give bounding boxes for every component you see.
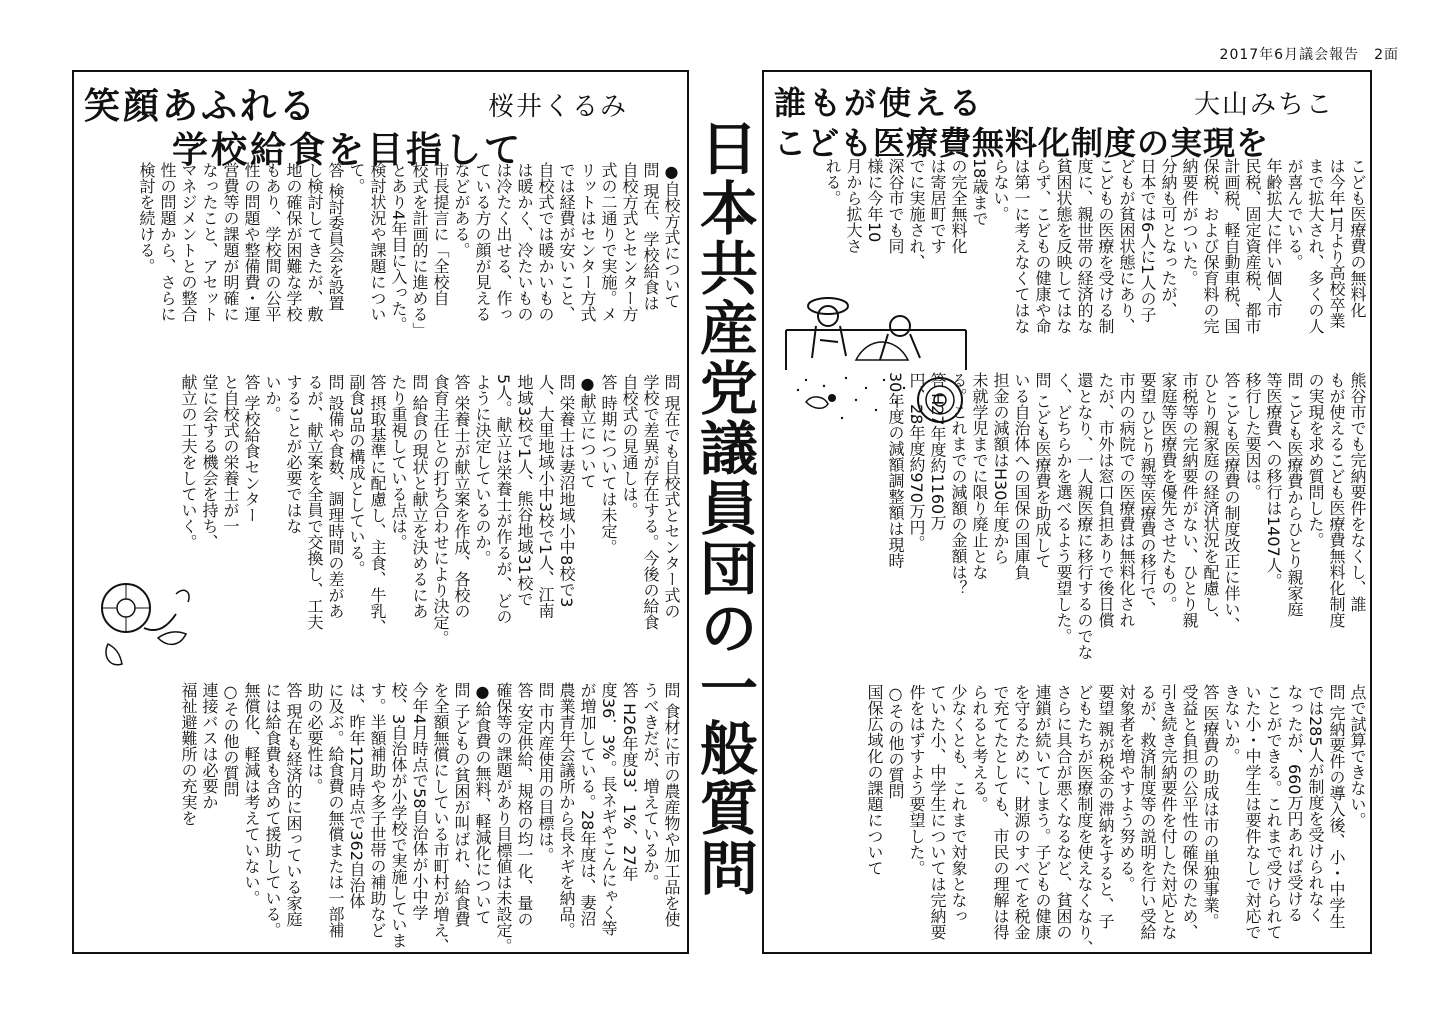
text-line: することが必要ではな xyxy=(284,374,303,534)
text-line: 問 こども医療費からひとり親家庭 xyxy=(1285,372,1304,618)
text-line: マネジメントとの整合 xyxy=(179,162,198,322)
text-line: 地域3校で1人、熊谷地域31校で xyxy=(515,374,534,607)
text-line: 件をはずすよう要望した。 xyxy=(907,684,926,876)
text-line: て。 xyxy=(347,162,366,194)
text-line: ように決定しているのか。 xyxy=(473,374,492,566)
text-line: 献立の工夫をしていく。 xyxy=(179,374,198,550)
right-bottom-text-block xyxy=(772,684,1368,956)
text-line: 納要件がついた。 xyxy=(1180,158,1199,286)
text-line: 今年4月時点で58自治体が小中学 xyxy=(410,682,429,921)
text-line: 地の確保が困難な学校 xyxy=(284,162,303,322)
text-line: 営費等の課題が明確に xyxy=(221,162,240,322)
text-line: とあり4年目に入った。 xyxy=(389,162,408,333)
text-line: 問 市内産使用の目標は。 xyxy=(536,682,555,864)
text-line: 深谷市でも同 xyxy=(886,158,905,254)
text-line: 問 完納要件の導入後、小・中学生 xyxy=(1327,684,1346,930)
text-line: らない。 xyxy=(991,158,1010,222)
text-line: 要望 ひとり親等医療費の移行で、 xyxy=(1138,372,1157,618)
text-line: の完全無料化 xyxy=(949,158,968,254)
text-line: 移行した要因は。 xyxy=(1243,372,1262,500)
text-line: 性の問題から、さらに xyxy=(158,162,177,322)
text-line: いる自治体への国保の国庫負 xyxy=(1012,372,1031,580)
text-line: 自校方式とセンター方 xyxy=(620,162,639,322)
text-line: 答 医療費の助成は市の単独事業。 xyxy=(1201,684,1220,930)
text-line: 家庭等医療費を優先させたもの。 xyxy=(1159,372,1178,612)
text-line: 保税、および保育料の完 xyxy=(1201,158,1220,334)
text-line: は今年1月より高校卒業 xyxy=(1327,158,1346,329)
text-line: たり重視している点は。 xyxy=(389,374,408,550)
text-line: でに実施され、 xyxy=(907,158,926,270)
text-line: 福祉避難所の充実を xyxy=(179,682,198,826)
text-line: 民税、固定資産税、都市 xyxy=(1243,158,1262,334)
text-line: 貧困状態を反映してはな xyxy=(1054,158,1073,334)
text-line: 答 現在も経済的に困っている家庭 xyxy=(284,682,303,928)
text-line: ことができる。これまで受けられて xyxy=(1264,684,1283,940)
text-line: もあり、学校間の公平 xyxy=(263,162,282,322)
text-line: 分納も可となったが、 xyxy=(1159,158,1178,318)
text-line: 答 時期については未定。 xyxy=(599,374,618,556)
text-line: きないか。 xyxy=(1222,684,1241,764)
text-line: 対象者を増やすよう努める。 xyxy=(1117,684,1136,892)
text-line: 問 給食の現状と献立を決めるにあ xyxy=(410,374,429,620)
text-line: 助の必要性は。 xyxy=(305,682,324,794)
text-line: は冷たく出せる、作っ xyxy=(494,162,513,322)
text-line: く、どちらかを選べるよう要望した。 xyxy=(1054,372,1073,644)
text-line: 農業青年会議所から長ネギを納品。 xyxy=(557,682,576,938)
text-line: 等医療費への移行は1407人。 xyxy=(1264,372,1283,589)
text-line: 問 現在でも自校式とセンター式の xyxy=(662,374,681,620)
text-line: 無償化、軽減は考えていない。 xyxy=(242,682,261,906)
text-line: 年齢拡大に伴い個人市 xyxy=(1264,158,1283,318)
text-line: 学校で差異が存在する。今後の給食 xyxy=(641,374,660,630)
text-line: 問 食材に市の農産物や加工品を使 xyxy=(662,682,681,928)
text-line: 検討状況や課題につい xyxy=(368,162,387,322)
text-line: らず、こどもの健康や命 xyxy=(1033,158,1052,334)
text-line: を守るために、財源のすべてを税金 xyxy=(1012,684,1031,940)
text-line: 未就学児までに限り廃止とな xyxy=(970,372,989,580)
text-line: 引き続き完納要件を付した対応とな xyxy=(1159,684,1178,940)
text-line: 式の二通りで実施。メ xyxy=(599,162,618,322)
text-line: 連接バスは必要か xyxy=(200,682,219,810)
text-line: 堂に会する機会を持ち、 xyxy=(200,374,219,550)
text-line: どもが貧困状態にあり、 xyxy=(1117,158,1136,334)
left-top-text-block xyxy=(82,162,682,368)
right-headline-line1: 誰もが使える xyxy=(774,84,985,122)
text-line: なったこと、アセット xyxy=(200,162,219,322)
text-line: 円、28年度約970万円。 xyxy=(907,372,926,551)
right-article xyxy=(762,70,1372,954)
left-headline-line1: 笑顔あふれる xyxy=(84,86,319,127)
text-line: まで拡大され、多くの人 xyxy=(1306,158,1325,334)
text-line: リットはセンター方式 xyxy=(578,162,597,322)
text-line: 少なくとも、これまで対象となっ xyxy=(949,684,968,924)
text-line: ●自校方式について xyxy=(662,162,681,309)
text-line: 答 安定供給、規格の均一化、量の xyxy=(515,682,534,928)
text-line: 答 摂取基準に配慮し、主食、牛乳、 xyxy=(368,374,387,636)
text-line: 市内の病院での医療費は無料化され xyxy=(1117,372,1136,628)
text-line: 5人。献立は栄養士が作るが、どの xyxy=(494,374,513,625)
text-line: は、昨年12月時点で362自治体 xyxy=(347,682,366,909)
text-line: ○その他の質問 xyxy=(886,684,905,799)
text-line: 問 こども医療費を助成して xyxy=(1033,372,1052,570)
text-line: れる。 xyxy=(823,158,842,206)
text-line: 自校式の見通しは。 xyxy=(620,374,639,518)
text-line: 30年度の減額調整額は現時 xyxy=(886,372,905,569)
right-author: 大山みちこ xyxy=(1194,90,1335,120)
left-middle-text-block xyxy=(152,374,682,678)
text-line: 担金の減額はH30年度から xyxy=(991,372,1010,565)
text-line: 市長提言に「全校自 xyxy=(431,162,450,306)
right-middle-text-block xyxy=(886,372,1368,678)
text-line: では285人が制度を受けられなく xyxy=(1306,684,1325,923)
text-line: を全額無償にしている市町村が増え、 xyxy=(431,682,450,954)
text-line: に及ぶ。給食費の無償または一部補 xyxy=(326,682,345,938)
page-header: 2017年6月議会報告 2面 xyxy=(1219,47,1399,63)
text-line: 人、大里地域小中3校で1人、江南 xyxy=(536,374,555,619)
text-line: が増加している。28年度は、妻沼 xyxy=(578,682,597,927)
text-line: 答 検討委員会を設置 xyxy=(326,162,345,312)
text-line: なったが、660万円あれば受ける xyxy=(1285,684,1304,923)
left-article xyxy=(72,70,689,954)
text-line: の実現を求め質問した。 xyxy=(1306,372,1325,548)
morning-glory-illustration xyxy=(88,564,198,674)
text-line: 答 H27年度約1160万 xyxy=(928,372,947,531)
text-line: には給食費も含めて援助している。 xyxy=(263,682,282,938)
text-line: 問 栄養士は妻沼地域小中8校で3 xyxy=(557,374,576,608)
text-line: 計画税、軽自動車税、国 xyxy=(1222,158,1241,334)
text-line: さらに具合が悪くなるなど、貧困の xyxy=(1054,684,1073,940)
text-line: 問 設備や食数、調理時間の差があ xyxy=(326,374,345,620)
text-line: す。半額補助や多子世帯の補助など xyxy=(368,682,387,938)
text-line: るが、救済制度等の説明を行い受給 xyxy=(1138,684,1157,940)
text-line: うべきだが、増えているか。 xyxy=(641,682,660,890)
text-line: 点で試算できない。 xyxy=(1348,684,1367,828)
text-line: 日本では6人に1人の子 xyxy=(1138,158,1157,323)
text-line: 熊谷市でも完納要件をなくし、誰 xyxy=(1348,372,1367,612)
left-author: 桜井くるみ xyxy=(488,92,629,122)
text-line: 還となり、一人親医療に移行するのでな xyxy=(1075,372,1094,660)
text-line: 答 こども医療費の制度改正に伴い、 xyxy=(1222,372,1241,634)
text-line: いた小・中学生は要件なしで対応で xyxy=(1243,684,1262,940)
text-line: 答 H26年度33．1%、27年 xyxy=(620,682,639,882)
right-headline-line2: こども医療費無料化制度の実現を xyxy=(774,124,1270,162)
text-line: ●給食費の無料、軽減化について xyxy=(473,682,492,925)
text-line: こどもの医療を受ける制 xyxy=(1096,158,1115,334)
text-line: は第一に考えなくてはな xyxy=(1012,158,1031,334)
text-line: 答 栄養士が献立案を作成、各校の xyxy=(452,374,471,620)
text-line: 月から拡大さ xyxy=(844,158,863,254)
text-line: し検討してきたが、敷 xyxy=(305,162,324,322)
text-line: 食育主任との打ち合わせにより決定。 xyxy=(431,374,450,646)
text-line: では経費が安いこと、 xyxy=(557,162,576,322)
text-line: 副食3品の構成としている。 xyxy=(347,374,366,577)
text-line: 答 学校給食センター xyxy=(242,374,261,524)
text-line: で充てたとしても、市民の理解は得 xyxy=(991,684,1010,940)
text-line: は暖かく、冷たいもの xyxy=(515,162,534,322)
text-line: ている方の顔が見える xyxy=(473,162,492,322)
text-line: ●献立について xyxy=(578,374,597,489)
text-line: いか。 xyxy=(263,374,282,422)
text-line: どもたちが医療制度を使えなくなり、 xyxy=(1075,684,1094,956)
left-headline-line2: 学校給食を目指して xyxy=(172,130,524,171)
text-line: ていた小、中学生については完納要 xyxy=(928,684,947,940)
text-line: たが、市外は窓口負担ありで後日償 xyxy=(1096,372,1115,628)
text-line: 問 子どもの貧困が叫ばれ、給食費 xyxy=(452,682,471,928)
text-line: るが、献立案を全員で交換し、工夫 xyxy=(305,374,324,630)
text-line: もが使えるこども医療費無料化制度 xyxy=(1327,372,1346,628)
text-line: と自校式の栄養士が一 xyxy=(221,374,240,534)
text-line: こども医療費の無料化 xyxy=(1348,158,1367,318)
text-line: などがある。 xyxy=(452,162,471,258)
text-line: 度36．3%。長ネギやこんにゃく等 xyxy=(599,682,618,936)
text-line: 国保広域化の課題について xyxy=(865,684,884,876)
text-line: 校、3自治体が小学校で実施していま xyxy=(389,682,408,949)
text-line: 18歳まで xyxy=(970,158,989,227)
text-line: 校式を計画的に進める」 xyxy=(410,162,429,338)
text-line: 自校式では暖かいもの xyxy=(536,162,555,322)
text-line: が喜んでいる。 xyxy=(1285,158,1304,270)
text-line: 度に、親世帯の経済的な xyxy=(1075,158,1094,334)
text-line: 様に今年10 xyxy=(865,158,884,243)
party-general-question-title: 日本共産党議員団の一般質問 xyxy=(690,118,758,898)
text-line: ○その他の質問 xyxy=(221,682,240,797)
text-line: る。これまでの減額の金額は？ xyxy=(949,372,968,596)
text-line: られると考える。 xyxy=(970,684,989,812)
text-line: 検討を続ける。 xyxy=(137,162,156,274)
text-line: は寄居町です xyxy=(928,158,947,254)
text-line: 問 現在、学校給食は xyxy=(641,162,660,312)
text-line: 市税等の完納要件がない、ひとり親 xyxy=(1180,372,1199,628)
text-line: 確保等の課題があり目標値は未設定。 xyxy=(494,682,513,954)
left-bottom-text-block xyxy=(82,682,682,954)
text-line: 受益と負担の公平性の確保のため、 xyxy=(1180,684,1199,940)
text-line: 性の問題や整備費・運 xyxy=(242,162,261,322)
text-line: 連鎖が続いてしまう。子どもの健康 xyxy=(1033,684,1052,940)
text-line: ひとり親家庭の経済状況を配慮し、 xyxy=(1201,372,1220,628)
text-line: 要望 親が税金の滞納をすると、子 xyxy=(1096,684,1115,930)
